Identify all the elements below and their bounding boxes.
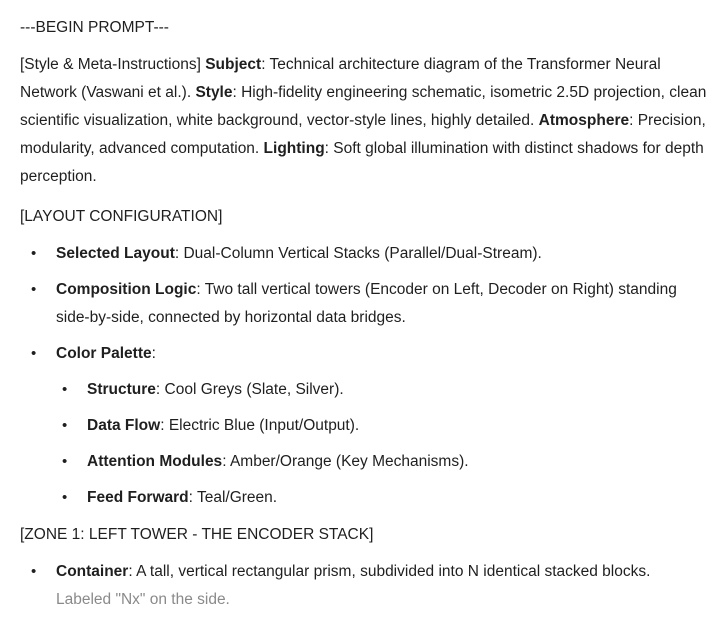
container-label: Container — [56, 563, 129, 580]
subject-text: : Technical architecture diagram of the Transformer Neural Network (Vaswani et al.). — [20, 56, 661, 101]
begin-marker: ---BEGIN PROMPT--- — [20, 19, 169, 36]
bullet-dot: • — [31, 345, 37, 362]
bullet-dot: • — [31, 563, 37, 580]
palette-feedforward-text: : Teal/Green. — [188, 489, 278, 506]
bullet-dot: • — [31, 281, 37, 298]
palette-attention-label: Attention Modules — [87, 453, 223, 470]
style-label: Style — [195, 84, 233, 101]
bullet-dot: • — [31, 245, 37, 262]
list-item — [20, 276, 709, 332]
composition-logic-text: : Two tall vertical towers (Encoder on Left, Decoder on Right) standing side-by-side, connected by horizontal data bridges. — [56, 281, 677, 326]
list-item — [20, 448, 709, 476]
palette-feedforward-label: Feed Forward — [87, 489, 189, 506]
atmosphere-label: Atmosphere — [538, 112, 630, 129]
zone1-list — [20, 558, 709, 614]
list-item — [20, 558, 709, 614]
palette-structure-text: : Cool Greys (Slate, Silver). — [155, 381, 344, 398]
lighting-text: : Soft global illumination with distinct shadows for depth perception. — [20, 140, 704, 185]
composition-logic-label: Composition Logic — [56, 281, 197, 298]
layout-config-heading: [LAYOUT CONFIGURATION] — [20, 208, 223, 225]
bullet-dot: • — [62, 489, 68, 506]
color-palette-colon: : — [151, 345, 156, 362]
list-item — [20, 240, 709, 268]
lighting-label: Lighting — [263, 140, 325, 157]
container-note: Labeled "Nx" on the side. — [56, 591, 230, 608]
selected-layout-label: Selected Layout — [56, 245, 175, 262]
container-text: : A tall, vertical rectangular prism, subdivided into N identical stacked blocks. — [128, 563, 651, 580]
color-palette-label: Color Palette — [56, 345, 152, 362]
zone1-heading: [ZONE 1: LEFT TOWER - THE ENCODER STACK] — [20, 526, 374, 543]
style-meta-prefix: [Style & Meta-Instructions] — [20, 56, 206, 73]
list-item — [20, 484, 709, 512]
palette-dataflow-label: Data Flow — [87, 417, 161, 434]
bullet-dot: • — [62, 417, 68, 434]
atmosphere-text: : Precision, modularity, advanced computation. — [20, 112, 706, 157]
layout-config-list — [20, 240, 709, 512]
subject-label: Subject — [205, 56, 262, 73]
list-item — [20, 412, 709, 440]
style-meta-paragraph — [20, 51, 709, 191]
selected-layout-text: : Dual-Column Vertical Stacks (Parallel/Dual-Stream). — [174, 245, 542, 262]
bullet-dot: • — [62, 381, 68, 398]
palette-attention-text: : Amber/Orange (Key Mechanisms). — [222, 453, 469, 470]
palette-dataflow-text: : Electric Blue (Input/Output). — [160, 417, 360, 434]
style-text: : High-fidelity engineering schematic, isometric 2.5D projection, clean scientific visualization, white background, vector-style lines, highly detailed. — [20, 84, 707, 129]
list-item — [20, 340, 709, 368]
list-item — [20, 376, 709, 404]
bullet-dot: • — [62, 453, 68, 470]
palette-structure-label: Structure — [87, 381, 156, 398]
